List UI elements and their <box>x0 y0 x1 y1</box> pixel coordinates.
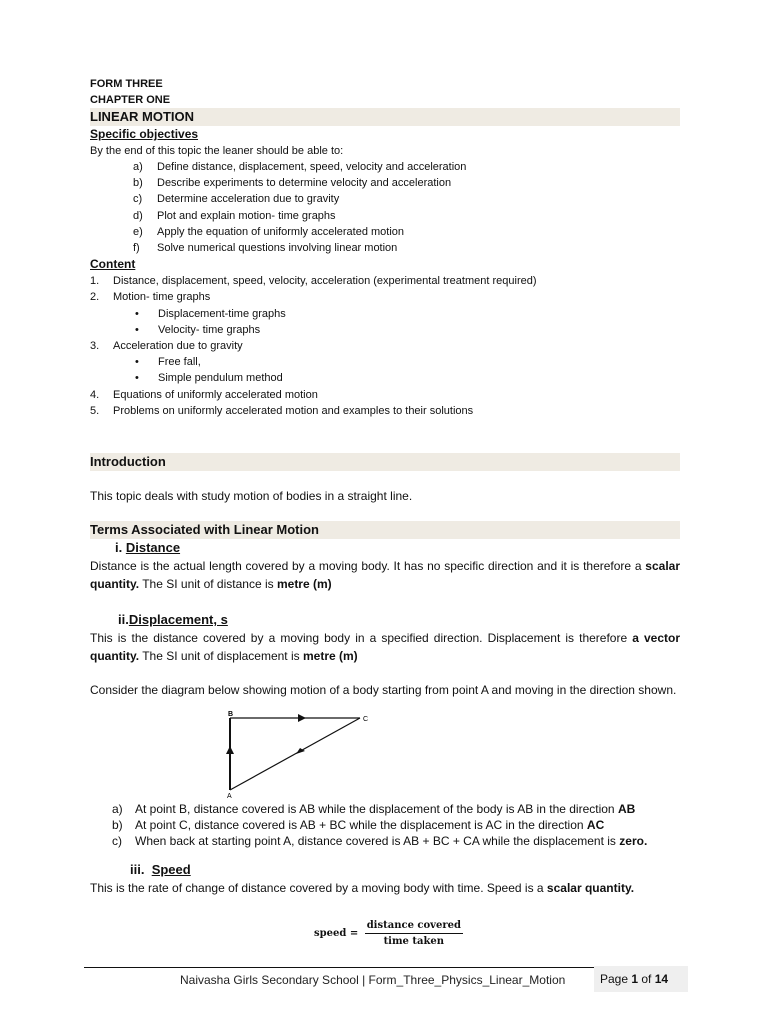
list-item: • Displacement-time graphs <box>135 307 286 320</box>
objectives-intro: By the end of this topic the leaner should be able to: <box>90 145 344 157</box>
objectives-heading: Specific objectives <box>90 127 199 141</box>
formula-denominator: time taken <box>383 936 445 947</box>
speed-definition: This is the rate of change of distance covered by a moving body with time. Speed is a scalar quantity. <box>90 881 635 896</box>
form-label: FORM THREE <box>90 78 163 90</box>
content-sublist <box>90 354 680 386</box>
motion-triangle-diagram <box>222 708 382 800</box>
content-list <box>90 273 680 305</box>
chapter-title: LINEAR MOTION <box>90 108 680 126</box>
list-item: a) Define distance, displacement, speed, velocity and acceleration <box>133 161 467 173</box>
list-item: a) At point B, distance covered is AB while the displacement of the body is AB in the direction AB <box>112 802 636 817</box>
diagram-intro: Consider the diagram below showing motion of a body starting from point A and moving in the direction shown. <box>90 683 677 698</box>
arrow-right-icon <box>298 714 306 722</box>
label-b: B <box>228 711 234 718</box>
list-item: • Simple pendulum method <box>135 372 283 385</box>
list-item: 1. Distance, displacement, speed, velocity, acceleration (experimental treatment required) <box>90 275 537 288</box>
speed-formula <box>314 920 463 947</box>
displacement-heading: ii.Displacement, s <box>118 612 228 628</box>
list-item: 5. Problems on uniformly accelerated motion and examples to their solutions <box>90 404 474 417</box>
displacement-definition: This is the distance covered by a moving body in a specified direction. Displacement is therefore a vector quantity. The SI unit of displacement is metre (m) <box>90 631 680 664</box>
formula-lhs: speed = <box>314 928 359 939</box>
formula-numerator: distance covered <box>365 920 463 934</box>
content-sublist <box>90 306 680 338</box>
page-number: Page 1 of 14 <box>594 966 688 992</box>
displacement-points <box>90 801 680 849</box>
list-item: e) Apply the equation of uniformly accelerated motion <box>133 225 405 238</box>
distance-heading: i. Distance <box>115 540 181 556</box>
list-item: c) Determine acceleration due to gravity <box>133 193 340 206</box>
speed-heading: iii. Speed <box>130 862 191 878</box>
label-a: A <box>227 793 232 800</box>
label-c: C <box>363 716 369 723</box>
footer-divider <box>84 967 594 968</box>
line-ca <box>230 718 360 790</box>
list-item: 2. Motion- time graphs <box>90 291 211 304</box>
formula-fraction <box>365 920 463 947</box>
document-page <box>90 76 680 897</box>
list-item: c) When back at starting point A, distance covered is AB + BC + CA while the displacement is zero. <box>112 834 648 849</box>
content-list <box>90 387 680 419</box>
objectives-list <box>90 159 680 256</box>
list-item: • Velocity- time graphs <box>135 323 261 336</box>
content-list <box>90 338 680 354</box>
list-item: f) Solve numerical questions involving linear motion <box>133 242 398 255</box>
list-item: b) Describe experiments to determine velocity and acceleration <box>133 177 452 190</box>
content-heading: Content <box>90 257 136 272</box>
footer-text: Naivasha Girls Secondary School | Form_Three_Physics_Linear_Motion <box>180 973 566 987</box>
terms-heading: Terms Associated with Linear Motion <box>90 521 680 539</box>
list-item: 4. Equations of uniformly accelerated motion <box>90 388 318 401</box>
list-item: b) At point C, distance covered is AB + BC while the displacement is AC in the direction AC <box>112 818 605 833</box>
distance-definition: Distance is the actual length covered by a moving body. It has no specific direction and it is therefore a scalar quantity. The SI unit of distance is metre (m) <box>90 559 680 592</box>
list-item: • Free fall, <box>135 356 201 369</box>
chapter-label: CHAPTER ONE <box>90 94 171 106</box>
introduction-heading: Introduction <box>90 453 680 471</box>
arrow-up-icon <box>226 746 234 754</box>
list-item: 3. Acceleration due to gravity <box>90 340 243 353</box>
introduction-text: This topic deals with study motion of bodies in a straight line. <box>90 489 413 504</box>
list-item: d) Plot and explain motion- time graphs <box>133 209 336 222</box>
